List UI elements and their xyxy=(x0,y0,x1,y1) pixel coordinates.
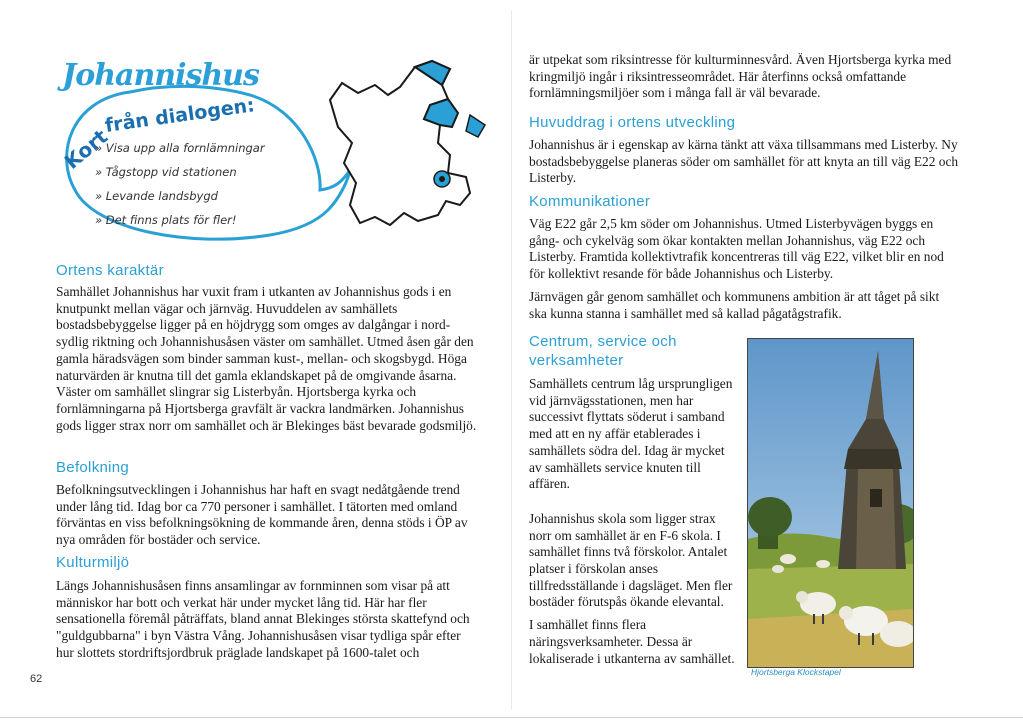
region-map xyxy=(320,55,490,245)
text-kulturmiljo xyxy=(56,578,481,662)
bell-tower-photo xyxy=(747,338,914,668)
heading-karaktar: Ortens karaktär xyxy=(56,262,164,279)
heading-utveckling: Huvuddrag i ortens utveckling xyxy=(529,114,736,131)
heading-kommunikationer: Kommunikationer xyxy=(529,193,651,210)
text-centrum xyxy=(529,376,739,667)
paragraph: Befolkningsutvecklingen i Johannishus har haft en svagt nedåtgående trend under lång tid. Idag bor ca 770 personer i samhället. I tätorten med omland förväntas en viss befolkningsökning de kommande åren, denna stöds i ÖP av nya områden för bostäder och service. xyxy=(56,482,468,548)
bubble-heading-kort: Kort xyxy=(59,124,113,174)
heading-kulturmiljo: Kulturmiljö xyxy=(56,554,130,571)
paragraph: Samhällets centrum låg ursprungligen vid järnvägsstationen, men har successivt flyttats söderut i samband med att en ny affär etablerades i samhällets södra del. Idag är mycket av samhällets service knuten till affären. xyxy=(529,376,733,492)
text-karaktar xyxy=(56,284,481,434)
page-number: 62 xyxy=(30,673,43,685)
bubble-item: » Det finns plats för fler! xyxy=(95,213,237,227)
bubble-item: » Visa upp alla fornlämningar xyxy=(95,141,265,155)
text-befolkning xyxy=(56,482,481,549)
paragraph: Väg E22 går 2,5 km söder om Johannishus. Utmed Listerbyvägen byggs en gång- och cykelväg som ökar kontakten mellan Johannishus, väg E22 och Listerby. Framtida kollektivtrafik koncentreras till väg E22, vilket blir en nod för kollektivt resande för både Johannishus och Listerby. xyxy=(529,216,944,282)
paragraph: Längs Johannishusåsen finns ansamlingar av fornminnen som visar på att människor har bott och verkat här under mycket lång tid. Här har fler sensationella föremål påträffats, bland annat Blekinges största skattefynd och "guldgubbarna" i byn Västra Vång. Johannishusåsen visar tydliga spår efter hur slottets stordriftsjordbruk präglade landskapet på 1600-talet och xyxy=(56,578,470,660)
heading-centrum xyxy=(529,332,677,370)
page-gutter xyxy=(511,10,512,710)
bubble-item: » Levande landsbygd xyxy=(95,189,218,203)
bubble-item: » Tågstopp vid stationen xyxy=(95,165,237,179)
paragraph: Johannishus är i egenskap av kärna tänkt att växa tillsammans med Listerby. Ny bostadsbebyggelse planeras söder om samhället för att knyta an till väg E22 och Listerby. xyxy=(529,137,959,186)
bubble-list xyxy=(95,136,265,232)
heading-line: verksamheter xyxy=(529,352,624,369)
page-bottom-rule xyxy=(0,717,1023,718)
paragraph: är utpekat som riksintresse för kulturminnesvård. Även Hjortsberga kyrka med kringmiljö ingår i riksintresseområdet. Här återfinns också omfattande fornlämningsmiljöer som i många fall är väl bevarade. xyxy=(529,52,952,101)
paragraph: Johannishus skola som ligger strax norr om samhället är en F-6 skola. I samhället finns två förskolor. Antalet platser i förskolan anses tillfredsställande i dagsläget. Men fler bostäder förutspås ökande elevantal. xyxy=(529,510,733,610)
page-title: Johannishus xyxy=(62,58,259,93)
text-kommunikationer xyxy=(529,216,959,322)
heading-befolkning: Befolkning xyxy=(56,459,130,476)
photo-caption: Hjortsberga Klockstapel xyxy=(751,667,841,677)
text-kulturmiljo-cont xyxy=(529,52,959,102)
paragraph: Samhället Johannishus har vuxit fram i utkanten av Johannishus gods i en knutpunkt mellan vägar och järnväg. Huvuddelen av samhällets bostadsbebyggelse ligger på en höjdrygg som omges av dalgångar i nord-sydlig riktning och Johannishusåsen väster om samhället. Utmed åsen går den gamla häradsvägen som binder samman kust-, mellan- och skogsbygd. Höga naturvärden är knutna till det gamla eklandskapet på de omgivande åsarna. Väster om samhället slingrar sig Listerbyån. Hjortsberga kyrka och fornlämningarna på Hjortsberga gravfält är vackra landmärken. Johannishus gods ligger strax norr om samhället och är Blekinges bäst bevarade godsmiljö. xyxy=(56,284,477,433)
paragraph: I samhället finns flera näringsverksamheter. Dessa är lokaliserade i utkanterna av samhället. xyxy=(529,617,735,666)
paragraph: Järnvägen går genom samhället och kommunens ambition är att tåget på sikt ska kunna stanna i samhället med så kallad pågatågstrafik. xyxy=(529,288,940,321)
text-utveckling xyxy=(529,137,959,187)
heading-line: Centrum, service och xyxy=(529,333,677,350)
bubble-heading-dialog: från dialogen: xyxy=(103,94,256,137)
